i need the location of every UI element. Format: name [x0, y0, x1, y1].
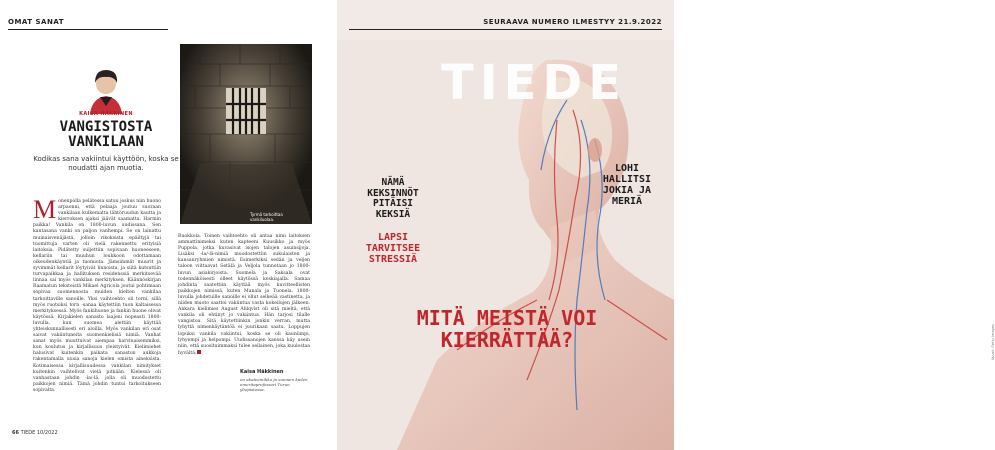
signature-role: on akateemikko ja suomen kielen emeritaprofessori Turun yliopistossa. — [240, 377, 308, 392]
magazine-title: TIEDE — [440, 55, 628, 111]
stone-wall-image — [180, 44, 312, 224]
signature-name: Kaisa Häkkinen — [240, 369, 284, 375]
prison-window-photo — [180, 44, 312, 224]
magazine-issue: TIEDE 10/2022 — [20, 430, 58, 436]
next-issue-label: SEURAAVA NUMERO ILMESTYY 21.9.2022 — [483, 18, 662, 26]
headline-main: MITÄ MEISTÄ VOI KIERRÄTTÄÄ? — [416, 306, 598, 352]
photo-caption: Tyrmä tarkoittaa vankiluolaa. — [250, 212, 283, 222]
article-title: VANGISTOSTA VANKILAAN — [59, 119, 153, 150]
page-folio — [12, 430, 58, 436]
headline-lohi: LOHI HALLITSI JOKIA JA MERIÄ — [602, 163, 652, 207]
photo-credit: Kuvat: Getty Images — [991, 324, 995, 360]
body-text-2: Ruokkola. Toinen vaihtoehto oli antaa nimi laitoksen ammattinimeksi kuten kapteeni Kuusikko ja myös Puppola, jotka kuvasivat isojen talojen asuinsijoja. Lisäksi -la/-lä-nimiä muodostettiin sukulaisten ja kansanryhmien nimistä. Esimerkiksi sedän ja veljen taloon viittaavat Setälä ja Veljola tunnetaan jo 1800-luvun asiakirjoista. Suomela ja Saksala ovat todennäköisesti olleet käytössä keskiajalla. Samaa johdinta saatettiin käyttää myös kuvitteellisten paikkojen nimissä, kuten Manala ja Tuonela. 1800-luvulla johdetuille sanoille ei ollut selkeää vastinetta, ja niiden muoto saattoi vakiintua vasta kokeilujen jälkeen. Ankara kielimies August Ahlqvist oli sitä mieltä, että vankila oli ehtinyt jo vakiintua. Hän tarjosi tilalle vangistoa. Sitä käytettiinkin jonkin verran, mutta lyhyttä nimenkäytäntöä ei juurikaan saatu. Loppujen lopuksi vankila vakiintui, koska se oli kauniimpi, lyhyempi ja helpompi. Uudissanojen kanssa käy usein niin, että suosituimmaksi tulee sellainen, joka kuulostaa hyvältä. — [178, 234, 310, 356]
section-label: OMAT SANAT — [8, 18, 64, 26]
headline-lapsi: LAPSI TARVITSEE STRESSIÄ — [365, 232, 421, 265]
headline-nama: NÄMÄ KEKSINNÖT PITÄISI KEKSIÄ — [367, 177, 419, 220]
end-mark — [197, 350, 201, 354]
body-text-1: onenpolla pelätessa satuu joskus niin huono arpaonni, että pelaaja joutuu suoraan vankilaan kulkematta lähtöruudun kautta ja kierroksen ajaksi jäävät saamatta. Harmin paikka! Vankila on 1800-luvun uudissana. Sen kantasana vanki on paljon vanhempi. Se on lainattu muinaisvenäjästä, jolloin rikoksista epäiltyjä tai tuomittuja varten oli vielä rakennettu erityisiä laitoksia. Pidätetty suljettiin sopivaan huoneeseen, kellariin tai muuhun loukkoon odottamaan oikeudenkäyntiä ja tuomiota. Jämsimmät muurit ja syvimmät kellarit löytyivät linnoista, ja siitä kutsuttiin turvapaikkaa ja hallituksen residenssiä merkitsevää linnaa sai myös vankilan merkityksen. Käännöskirjan Raamatun teksteistä Mikael Agricola joutui pohtimaan sopivaa suomennosta muiden kielten vankilaa tarkoittaville sanoille. Yksi vaihtoehto oli torni, sillä myös ruotsiksi torn -sanaa käytettiin tuon kaltaisessa merkityksessä. Myös fankihuone ja fankin huone olivat käytössä. Kirjakielen sanasto laajeni nopeasti 1800-luvulla, kun suomea alettiin käyttää yhteiskunnallisesti eri aloilla. Myös vankilan eri osat saivat vakiintuneita suomenkielisiä nimiä. Vanhat sanat myös muuttuivat aiempaa harvinaisemmiksi, kun koulutus ja kirjallisuus yleistyivät. Kielimiehet halusivat kuitenkin paikata sanaston aukkoja rakentamalla uusia sanoja kielen omista aineksista. Kotimaisessa kirjallisuudessa vankilan nimitykset kuitenkin vaihtelivat vielä pitkään. Kielessä oli vanhastaan johdin -la/-lä, jolla oli muodostettu paikkojen nimiä. Tämä johdin tuntui tarkoitukseen sopivalta. — [33, 199, 161, 393]
body-column-1 — [33, 195, 161, 427]
article-lead: Kodikas sana vakiintui käyttöön, koska se noudatti ajan muotia. — [33, 155, 179, 172]
dropcap: M — [33, 195, 57, 224]
body-column-2 — [178, 234, 310, 354]
header-rule-left — [8, 29, 168, 30]
author-portrait — [86, 66, 126, 114]
page-number: 66 — [12, 430, 19, 436]
author-tag: KAISA HÄKKINEN — [79, 111, 133, 117]
